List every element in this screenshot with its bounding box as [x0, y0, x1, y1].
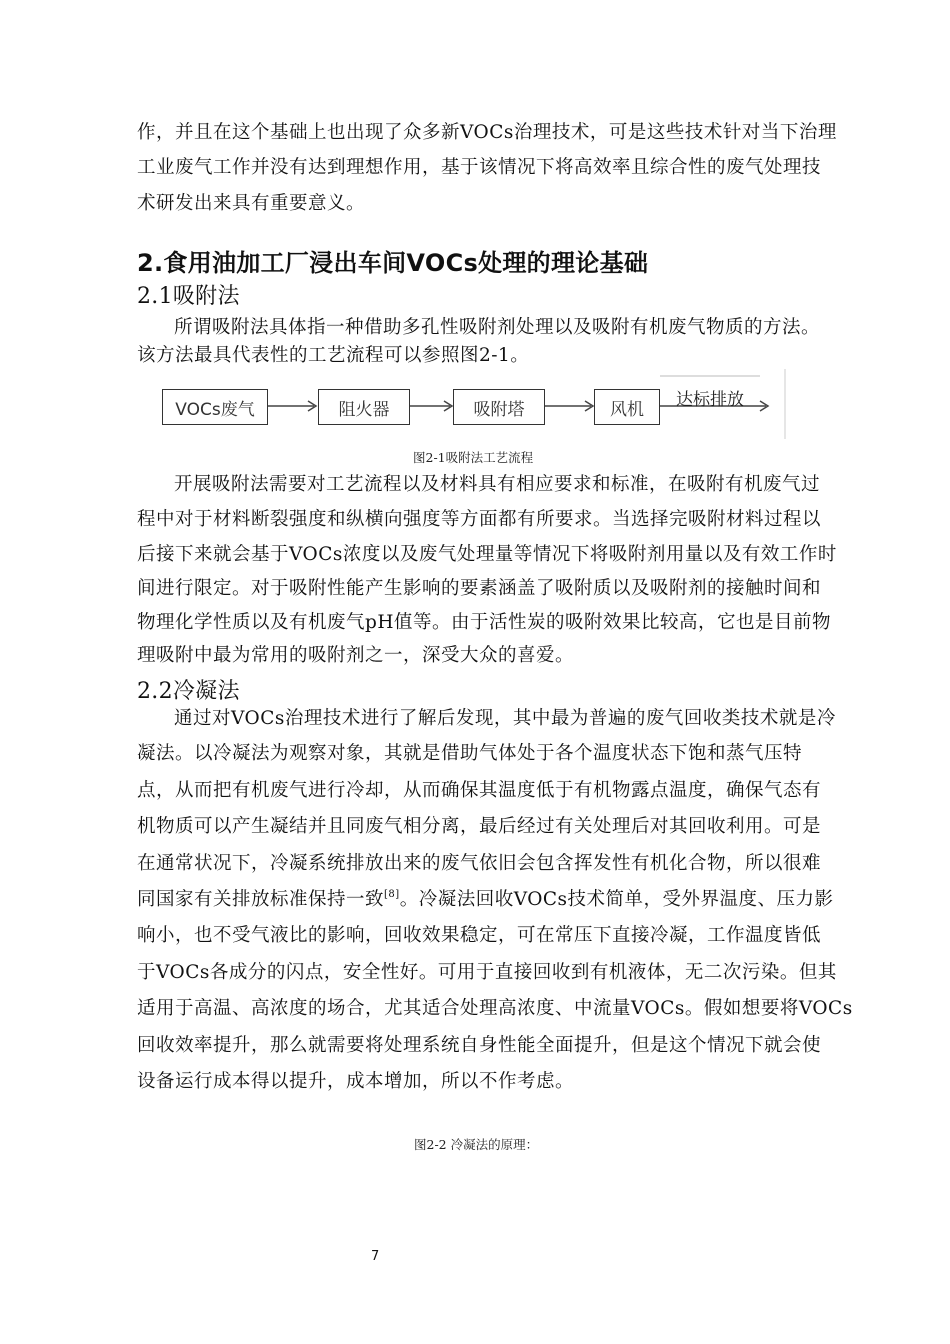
paragraph-line: 间进行限定。对于吸附性能产生影响的要素涵盖了吸附质以及吸附剂的接触时间和 — [137, 578, 822, 599]
paragraph-line: 开展吸附法需要对工艺流程以及材料具有相应要求和标准，在吸附有机废气过 — [174, 474, 821, 495]
arrow-icon — [410, 398, 456, 414]
paragraph-line: 该方法最具代表性的工艺流程可以参照图2-1。 — [137, 345, 530, 366]
paragraph-line: 通过对VOCs治理技术进行了解后发现，其中最为普遍的废气回收类技术就是冷 — [174, 708, 836, 729]
paragraph-text: 同国家有关排放标准保持一致 — [137, 889, 385, 910]
paragraph-line: 回收效率提升，那么就需要将处理系统自身性能全面提升，但是这个情况下就会使 — [137, 1035, 822, 1056]
section-heading: 2.食用油加工厂浸出车间VOCs处理的理论基础 — [137, 249, 649, 277]
intro-line-2: 工业废气工作并没有达到理想作用，基于该情况下将高效率且综合性的废气处理技 — [137, 157, 822, 178]
subsection-heading-adsorption: 2.1吸附法 — [137, 284, 240, 309]
page-number: 7 — [371, 1249, 380, 1264]
paragraph-line: 程中对于材料断裂强度和纵横向强度等方面都有所要求。当选择完吸附材料过程以 — [137, 509, 822, 530]
subsection-heading-condensation: 2.2冷凝法 — [137, 679, 240, 704]
paragraph-line: 点，从而把有机废气进行冷却，从而确保其温度低于有机物露点温度，确保气态有 — [137, 780, 822, 801]
paragraph-line: 机物质可以产生凝结并且同废气相分离，最后经过有关处理后对其回收利用。可是 — [137, 816, 822, 837]
paragraph-line: 凝法。以冷凝法为观察对象，其就是借助气体处于各个温度状态下饱和蒸气压特 — [137, 743, 803, 764]
paragraph-line-with-citation — [137, 888, 834, 912]
flow-step-fan: 风机 — [594, 389, 660, 425]
adsorption-flow-diagram — [150, 365, 800, 445]
citation-link[interactable]: [8] — [384, 889, 400, 900]
figure-caption: 图2-2 冷凝法的原理： — [414, 1137, 539, 1152]
intro-line-1: 作，并且在这个基础上也出现了众多新VOCs治理技术，可是这些技术针对当下治理 — [137, 122, 837, 143]
paragraph-line: 后接下来就会基于VOCs浓度以及废气处理量等情况下将吸附剂用量以及有效工作时 — [137, 544, 837, 565]
arrow-icon — [268, 398, 320, 414]
divider — [660, 371, 760, 381]
paragraph-line: 于VOCs各成分的闪点，安全性好。可用于直接回收到有机液体，无二次污染。但其 — [137, 962, 837, 983]
flow-output-label: 达标排放 — [676, 390, 744, 410]
flow-step-adsorption-tower: 吸附塔 — [453, 389, 545, 425]
arrow-icon — [545, 398, 597, 414]
paragraph-text: 。冷凝法回收VOCs技术简单，受外界温度、压力影 — [399, 889, 834, 910]
paragraph-line: 在通常状况下，冷凝系统排放出来的废气依旧会包含挥发性有机化合物，所以很难 — [137, 853, 822, 874]
paragraph-line: 所谓吸附法具体指一种借助多孔性吸附剂处理以及吸附有机废气物质的方法。 — [174, 317, 821, 338]
divider — [782, 369, 788, 439]
flow-step-flame-arrester: 阻火器 — [318, 389, 410, 425]
paragraph-line: 物理化学性质以及有机废气pH值等。由于活性炭的吸附效果比较高，它也是目前物 — [137, 612, 831, 633]
paragraph-line: 设备运行成本得以提升，成本增加，所以不作考虑。 — [137, 1071, 575, 1092]
intro-line-3: 术研发出来具有重要意义。 — [137, 193, 366, 214]
figure-caption: 图2-1吸附法工艺流程 — [413, 450, 534, 465]
flow-step-vocs-gas: VOCs废气 — [162, 389, 268, 425]
paragraph-line: 响小，也不受气液比的影响，回收效果稳定，可在常压下直接冷凝，工作温度皆低 — [137, 925, 822, 946]
paragraph-line: 适用于高温、高浓度的场合，尤其适合处理高浓度、中流量VOCs。假如想要将VOCs — [137, 998, 853, 1019]
paragraph-line: 理吸附中最为常用的吸附剂之一，深受大众的喜爱。 — [137, 645, 575, 666]
